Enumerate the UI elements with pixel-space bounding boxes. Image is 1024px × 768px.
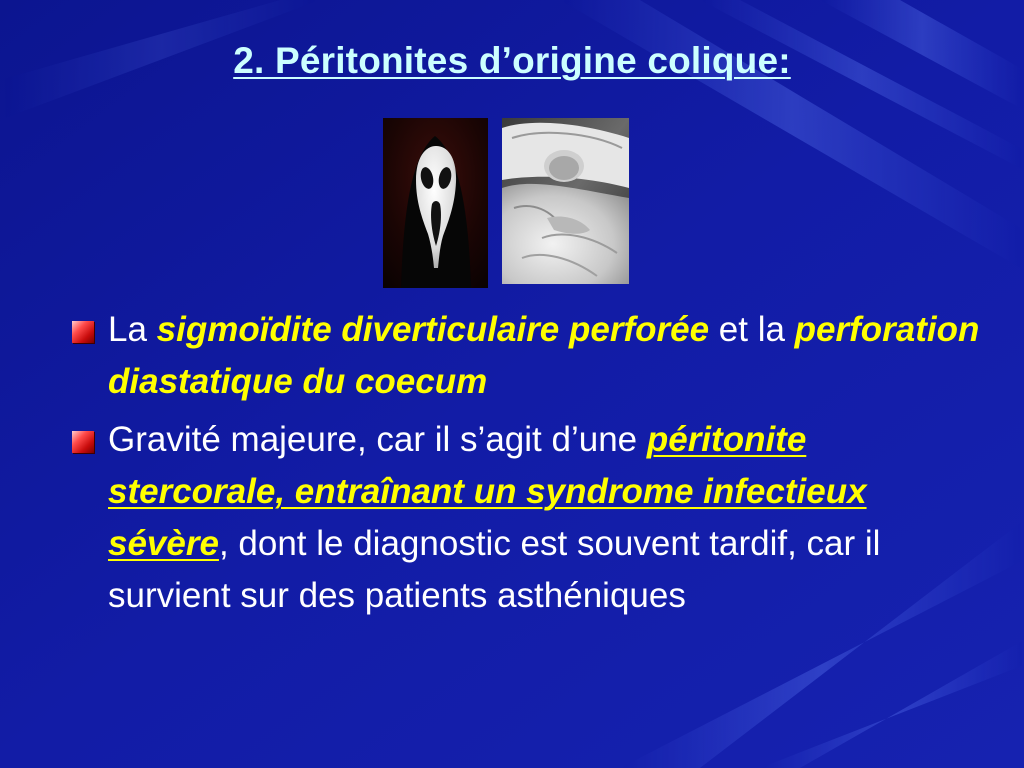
bullet-1-text-la: La: [108, 310, 157, 349]
bullet-1-emphasis-sigmoidite: sigmoïdite diverticulaire perforée: [156, 310, 710, 349]
ghostface-mask-photo: [383, 118, 488, 288]
slide-title: 2. Péritonites d’origine colique:: [233, 40, 791, 81]
scream-mask-icon: [383, 118, 488, 288]
bullet-2-text-gravite: Gravité majeure, car il s’agit d’une: [108, 420, 647, 459]
bullet-2-text-diagnostic: , dont le diagnostic est souvent tardif, car il survient sur des patients asthéniques: [108, 524, 881, 615]
patient-bed-icon: [502, 118, 629, 284]
bullet-2-emphasis-peritonite: péritonite stercorale, entraînant un syndrome infectieux sévère: [108, 420, 867, 563]
bullet-1-text-et-la: et la: [709, 310, 795, 349]
slide-title-container: [0, 40, 1024, 82]
bullet-list: [70, 304, 990, 628]
bullet-1-emphasis-perforation: perforation diastatique du coecum: [108, 310, 980, 401]
red-square-bullet-icon: [72, 321, 94, 343]
red-square-bullet-icon: [72, 431, 94, 453]
bullet-item-2: [70, 414, 990, 622]
bullet-item-1: [70, 304, 990, 408]
elderly-patient-in-bed-photo: [502, 118, 629, 284]
